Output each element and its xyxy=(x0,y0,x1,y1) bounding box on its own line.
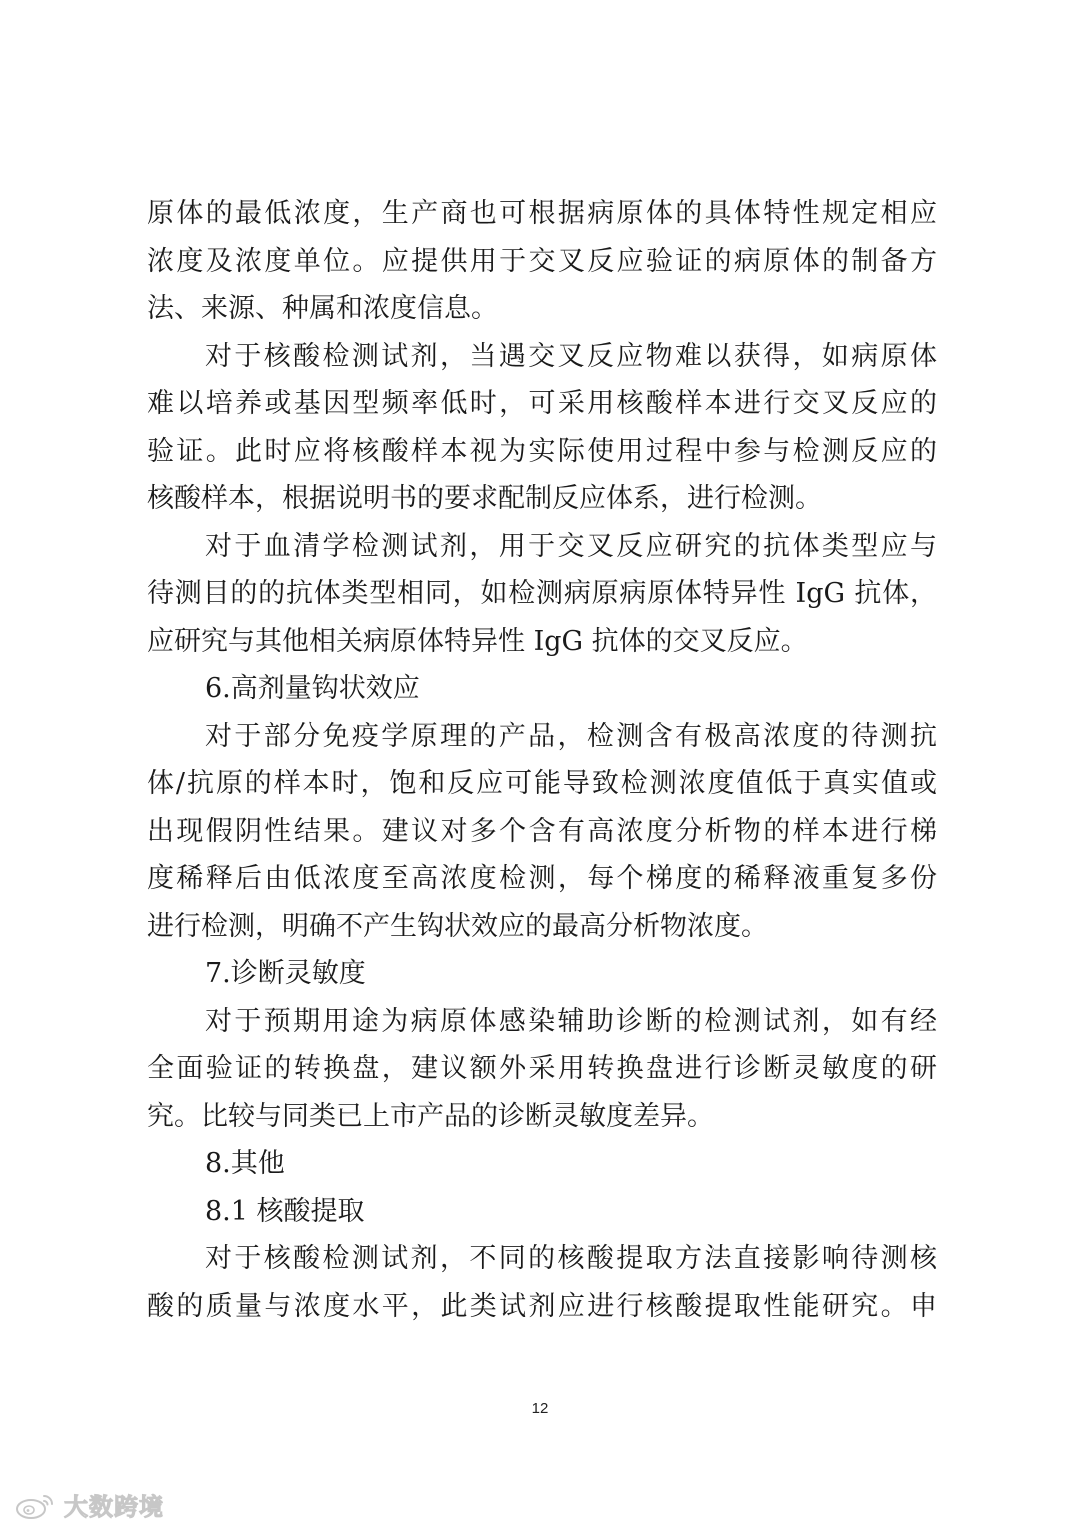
text-line: 对于核酸检测试剂，当遇交叉反应物难以获得，如病原体 xyxy=(205,340,937,372)
watermark xyxy=(14,1487,164,1522)
text-line: 7.诊断灵敏度 xyxy=(205,958,366,989)
text-line: 体/抗原的样本时，饱和反应可能导致检测浓度值低于真实值或 xyxy=(147,768,937,799)
text-line: 出现假阴性结果。建议对多个含有高浓度分析物的样本进行梯 xyxy=(147,815,937,847)
document-body xyxy=(147,190,937,1330)
text-line: 对于预期用途为病原体感染辅助诊断的检测试剂，如有经 xyxy=(205,1005,937,1037)
text-line: 核酸样本，根据说明书的要求配制反应体系，进行检测。 xyxy=(147,483,822,514)
text-line: 8.1 核酸提取 xyxy=(205,1195,365,1227)
text-line: 6.高剂量钩状效应 xyxy=(205,673,420,704)
text-line: 酸的质量与浓度水平，此类试剂应进行核酸提取性能研究。申 xyxy=(147,1290,937,1322)
text-line: 究。比较与同类已上市产品的诊断灵敏度差异。 xyxy=(147,1100,714,1132)
text-line: 进行检测，明确不产生钩状效应的最高分析物浓度。 xyxy=(147,910,768,942)
watermark-text: 大数跨境 xyxy=(64,1493,164,1521)
text-line: 对于核酸检测试剂，不同的核酸提取方法直接影响待测核 xyxy=(205,1243,937,1274)
text-line: 原体的最低浓度，生产商也可根据病原体的具体特性规定相应 xyxy=(147,198,937,229)
page-number: 12 xyxy=(531,1400,549,1417)
text-line: 验证。此时应将核酸样本视为实际使用过程中参与检测反应的 xyxy=(147,435,937,467)
text-line: 待测目的的抗体类型相同，如检测病原病原体特异性 IgG 抗体， xyxy=(147,578,937,609)
text-line: 对于部分免疫学原理的产品，检测含有极高浓度的待测抗 xyxy=(205,720,937,752)
text-line: 8.其他 xyxy=(205,1148,285,1179)
text-line: 对于血清学检测试剂，用于交叉反应研究的抗体类型应与 xyxy=(205,530,937,562)
weibo-logo-icon xyxy=(14,1490,58,1520)
text-line: 法、来源、种属和浓度信息。 xyxy=(147,293,498,324)
text-line: 全面验证的转换盘，建议额外采用转换盘进行诊断灵敏度的研 xyxy=(147,1053,937,1084)
text-line: 应研究与其他相关病原体特异性 IgG 抗体的交叉反应。 xyxy=(147,625,808,657)
text-line: 浓度及浓度单位。应提供用于交叉反应验证的病原体的制备方 xyxy=(147,245,937,277)
text-line: 度稀释后由低浓度至高浓度检测，每个梯度的稀释液重复多份 xyxy=(147,863,937,894)
text-line: 难以培养或基因型频率低时，可采用核酸样本进行交叉反应的 xyxy=(147,388,937,419)
